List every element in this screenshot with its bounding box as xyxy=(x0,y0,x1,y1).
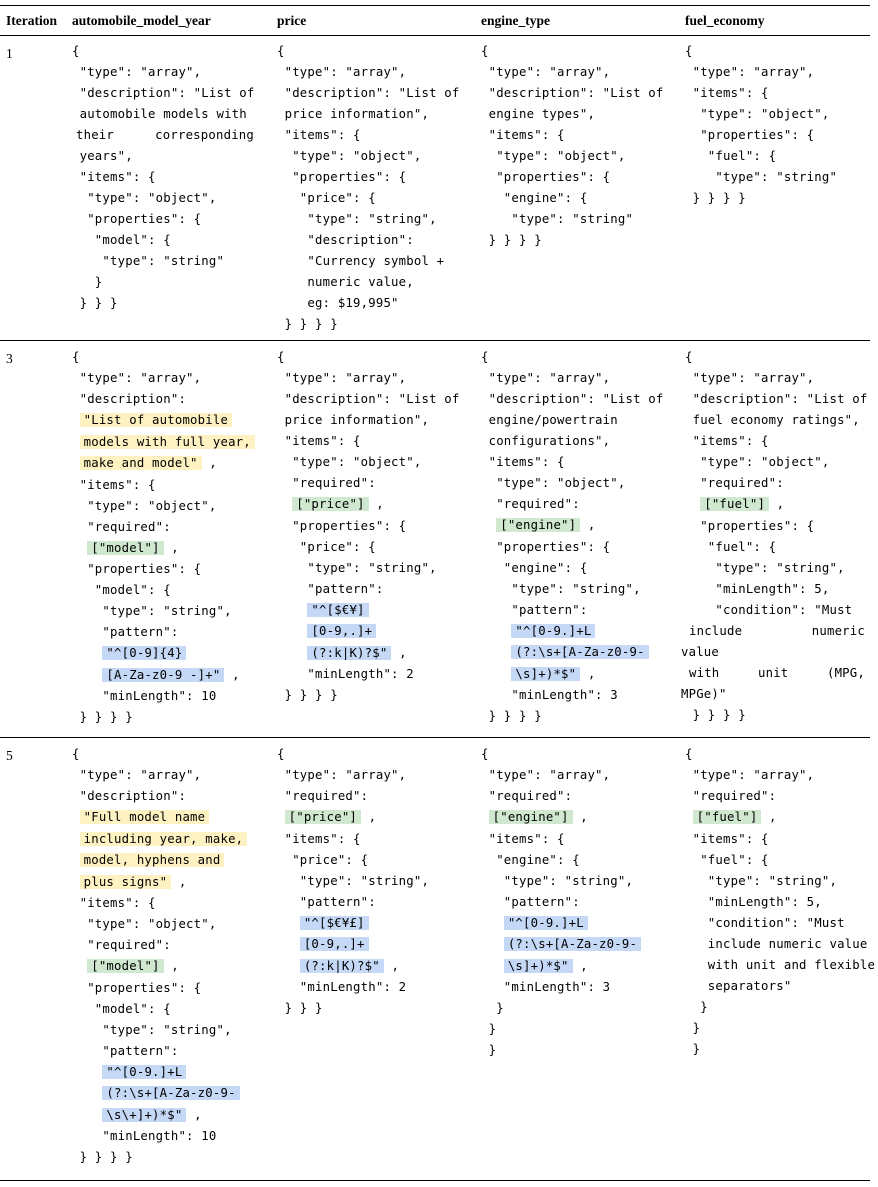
code-line: "required": xyxy=(72,519,171,534)
code-line: ["price"] , xyxy=(277,497,384,512)
code-line: "model": { xyxy=(72,233,171,247)
code-line: "properties": { xyxy=(685,518,815,533)
code-line xyxy=(72,810,209,825)
code-line: "items": { xyxy=(685,831,769,846)
highlight-required: ["fuel"] xyxy=(693,810,762,824)
code-line: (?:k|K)?$" , xyxy=(277,959,399,974)
code-line: ["engine"] , xyxy=(481,518,595,533)
code-line: "pattern": xyxy=(277,581,384,596)
code-line: } } } xyxy=(277,1001,323,1015)
code-line: \s]+)*$" , xyxy=(481,959,588,974)
code-line: "items": { xyxy=(685,434,769,448)
code-word: (MPG, xyxy=(826,665,865,680)
highlight-required: ["model"] xyxy=(87,541,163,555)
code-line: "type": "array", xyxy=(277,65,407,79)
code-line: "type": "string", xyxy=(277,873,430,888)
code-line: with unit and flexible xyxy=(685,957,876,972)
code-line xyxy=(481,624,595,639)
code-line: } xyxy=(481,1043,497,1057)
code-line: "type": "array", xyxy=(685,65,815,79)
code-line: "type": "array", xyxy=(685,768,815,782)
code-line: "Currency symbol + xyxy=(277,254,445,268)
code-line: "properties": { xyxy=(481,539,611,554)
code-line xyxy=(277,916,369,931)
top-rule xyxy=(0,5,870,6)
highlight-pattern: (?:\s+[A-Za-z0-9- xyxy=(102,1086,239,1100)
code-line: price information", xyxy=(277,413,430,427)
code-line: } } } } xyxy=(685,707,746,722)
code-line: "description": "List of xyxy=(685,392,868,406)
code-line: "properties": { xyxy=(685,128,815,142)
code-line: "pattern": xyxy=(481,894,580,909)
code-line: "condition": "Must xyxy=(685,915,845,930)
code-line: { xyxy=(685,350,693,364)
highlight-pattern: "^[$€¥] xyxy=(307,603,368,617)
code-line: "description": "List of xyxy=(72,86,255,100)
highlight-required: ["model"] xyxy=(87,959,163,973)
code-line: "required": xyxy=(481,497,580,511)
code-line: "minLength": 5, xyxy=(685,581,830,596)
code-line: "minLength": 10 xyxy=(72,1129,217,1143)
code-word: with xyxy=(689,665,720,680)
code-line: "items": { xyxy=(481,455,565,469)
code-line: "type": "string" xyxy=(72,254,225,268)
code-line: separators" xyxy=(685,978,792,993)
code-line: { xyxy=(277,747,285,761)
code-line: } } } } xyxy=(481,709,542,723)
code-line: "description": "List of xyxy=(481,86,664,100)
code-line: "pattern": xyxy=(72,625,179,639)
code-line: } xyxy=(72,275,103,289)
code-word: corresponding xyxy=(155,128,254,142)
code-line: "type": "array", xyxy=(277,371,407,385)
code-line: "items": { xyxy=(481,831,565,846)
code-line: "type": "string", xyxy=(72,1022,232,1037)
code-line xyxy=(685,666,865,681)
iteration-number: 3 xyxy=(6,351,13,366)
highlight-description: "Full model name xyxy=(80,810,210,824)
code-line: "type": "array", xyxy=(277,768,407,782)
code-line: "type": "array", xyxy=(685,371,815,385)
code-line: "type": "object", xyxy=(481,476,626,490)
highlight-pattern: "^[0-9]{4} xyxy=(102,646,186,660)
code-line: ["model"] , xyxy=(72,959,179,974)
code-line: "properties": { xyxy=(277,518,407,533)
code-line: ["engine"] , xyxy=(481,810,588,825)
header-automobile-model-year: automobile_model_year xyxy=(72,13,211,28)
code-line xyxy=(72,128,254,143)
code-line: "engine": { xyxy=(481,191,588,205)
code-line: "items": { xyxy=(277,128,361,142)
code-line: ["price"] , xyxy=(277,810,376,825)
code-line: "items": { xyxy=(72,170,156,184)
row-divider-1 xyxy=(0,340,870,341)
code-line: "type": "object", xyxy=(685,107,830,121)
highlight-description: models with full year, xyxy=(80,435,255,449)
highlight-description: "List of automobile xyxy=(80,413,232,427)
code-line: "required": xyxy=(277,476,376,490)
code-line: "engine": { xyxy=(481,852,580,867)
highlight-required: ["fuel"] xyxy=(700,497,769,511)
code-line: "condition": "Must xyxy=(685,602,853,617)
iteration-number: 1 xyxy=(6,46,13,61)
row-divider-2 xyxy=(0,737,870,738)
code-line: ["fuel"] , xyxy=(685,810,777,825)
highlight-required: ["engine"] xyxy=(489,810,573,824)
code-line: "description": xyxy=(72,789,187,803)
code-line: { xyxy=(277,44,285,58)
code-line: "required": xyxy=(685,789,777,803)
header-fuel-economy: fuel_economy xyxy=(685,13,765,28)
code-line: "required": xyxy=(481,789,573,803)
highlight-pattern: "^[0-9.]+L xyxy=(504,916,588,930)
code-line: "type": "string", xyxy=(277,212,437,226)
code-line xyxy=(481,916,588,931)
code-line: { xyxy=(685,747,693,761)
code-line: "type": "object", xyxy=(72,191,217,205)
code-line: engine/powertrain xyxy=(481,413,618,427)
code-line: "minLength": 10 xyxy=(72,689,217,703)
code-line: "items": { xyxy=(72,896,156,910)
header-price: price xyxy=(277,13,307,28)
code-line: "type": "array", xyxy=(481,371,611,385)
code-line: } } } } xyxy=(72,710,133,724)
code-line: "minLength": 5, xyxy=(685,894,822,909)
code-line: } } } } xyxy=(277,317,338,331)
code-line: "type": "object", xyxy=(72,917,217,931)
code-line: "type": "array", xyxy=(72,65,202,79)
code-line: } xyxy=(685,999,708,1014)
code-line: "type": "string" xyxy=(685,170,838,184)
highlight-required: ["price"] xyxy=(292,497,368,511)
code-line: "items": { xyxy=(277,434,361,448)
code-line: "properties": { xyxy=(72,980,202,995)
highlight-pattern: (?:k|K)?$" xyxy=(307,646,391,660)
code-line xyxy=(277,603,369,618)
code-line: "minLength": 3 xyxy=(481,688,618,702)
code-line xyxy=(72,435,255,450)
highlight-pattern: \s]+)*$" xyxy=(504,959,573,973)
header-rule xyxy=(0,35,870,36)
highlight-pattern: "^[$€¥£] xyxy=(300,916,369,930)
code-line: "items": { xyxy=(481,128,565,142)
code-line xyxy=(72,832,247,847)
code-line: "type": "object", xyxy=(277,455,422,469)
code-line xyxy=(72,853,224,868)
code-line: "type": "array", xyxy=(481,768,611,782)
code-line: engine types", xyxy=(481,107,596,121)
code-line: eg: $19,995" xyxy=(277,296,399,310)
highlight-description: model, hyphens and xyxy=(80,853,225,867)
code-line: "price": { xyxy=(277,191,376,205)
code-line: { xyxy=(481,747,489,761)
code-line: "fuel": { xyxy=(685,852,769,867)
code-line xyxy=(72,1065,186,1080)
code-line xyxy=(277,937,369,952)
code-line: "type": "string", xyxy=(685,560,845,575)
code-line: } } } } xyxy=(72,1150,133,1164)
code-line: "description": "List of xyxy=(277,392,460,406)
code-line: "required": xyxy=(72,938,171,952)
code-line: "type": "object", xyxy=(481,149,626,163)
code-line: "fuel": { xyxy=(685,149,777,163)
code-line: "type": "array", xyxy=(72,768,202,782)
highlight-pattern: \s\+]+)*$" xyxy=(102,1108,186,1122)
code-line: "type": "string", xyxy=(481,873,634,888)
highlight-pattern: [A-Za-z0-9 -]+" xyxy=(102,668,224,682)
code-line: "price": { xyxy=(277,539,376,554)
code-line: } xyxy=(481,1001,504,1015)
code-line: } xyxy=(685,1041,701,1056)
code-line: "properties": { xyxy=(72,212,202,226)
code-line: } } } } xyxy=(481,233,542,247)
highlight-description: including year, make, xyxy=(80,832,248,846)
iteration-number: 5 xyxy=(6,748,13,763)
code-line: "properties": { xyxy=(72,562,202,576)
code-word: unit xyxy=(757,665,789,680)
code-line: "type": "object", xyxy=(277,149,422,163)
code-line: price information", xyxy=(277,107,430,121)
code-line: "type": "string", xyxy=(685,873,838,888)
code-line: } } } } xyxy=(277,688,338,702)
code-line: { xyxy=(481,44,489,58)
code-line: "description": xyxy=(277,233,414,247)
code-line: { xyxy=(277,350,285,364)
highlight-description: make and model" xyxy=(80,456,202,470)
code-line xyxy=(72,413,232,428)
header-engine-type: engine_type xyxy=(481,13,550,28)
code-line: numeric value, xyxy=(277,275,414,289)
highlight-pattern: \s]+)*$" xyxy=(511,667,580,681)
highlight-pattern: [0-9,.]+ xyxy=(307,624,376,638)
code-line xyxy=(481,645,649,660)
code-line: { xyxy=(685,44,693,58)
code-line: } xyxy=(685,1020,701,1035)
code-line: "type": "object", xyxy=(685,455,830,469)
code-line: "properties": { xyxy=(481,170,611,184)
code-line: "properties": { xyxy=(277,170,407,184)
code-line: "type": "array", xyxy=(481,65,611,79)
code-line: { xyxy=(72,747,80,761)
code-line: "pattern": xyxy=(72,1043,179,1058)
code-line: automobile models with xyxy=(72,107,247,121)
code-line xyxy=(72,646,186,661)
code-line: { xyxy=(72,350,80,364)
highlight-pattern: "^[0-9.]+L xyxy=(511,624,595,638)
code-line: "type": "string", xyxy=(481,581,641,596)
code-line xyxy=(685,624,865,639)
code-line: "minLength": 3 xyxy=(481,980,611,994)
code-line: "type": "string", xyxy=(72,604,232,618)
code-line: years", xyxy=(72,149,133,163)
code-line: "pattern": xyxy=(481,602,588,617)
highlight-required: ["engine"] xyxy=(496,518,580,532)
highlight-description: plus signs" xyxy=(80,875,172,889)
code-line: configurations", xyxy=(481,434,611,448)
code-line: ["fuel"] , xyxy=(685,497,784,512)
code-line: fuel economy ratings", xyxy=(685,413,860,427)
highlight-pattern: (?:k|K)?$" xyxy=(300,959,384,973)
highlight-pattern: (?:\s+[A-Za-z0-9- xyxy=(511,645,648,659)
code-word: numeric xyxy=(811,623,865,638)
code-line: "required": xyxy=(277,789,369,803)
code-line: "description": "List of xyxy=(481,392,664,406)
code-line: \s\+]+)*$" , xyxy=(72,1108,202,1123)
code-line: } xyxy=(481,1022,497,1036)
code-line: "model": { xyxy=(72,1001,171,1016)
code-line xyxy=(72,1086,240,1101)
code-line: value xyxy=(681,644,720,659)
code-line: "pattern": xyxy=(277,894,376,909)
code-line: } } } xyxy=(72,296,118,310)
code-line: } } } } xyxy=(685,191,746,205)
code-line: "minLength": 2 xyxy=(277,980,407,994)
code-line: { xyxy=(481,350,489,364)
code-line: make and model" , xyxy=(72,456,217,471)
highlight-required: ["price"] xyxy=(285,810,361,824)
code-line: "engine": { xyxy=(481,560,588,575)
code-line: "model": { xyxy=(72,583,171,597)
code-line: "fuel": { xyxy=(685,539,777,554)
code-line: "items": { xyxy=(72,477,156,492)
code-line: "type": "object", xyxy=(72,498,217,513)
code-line: "description": "List of xyxy=(277,86,460,100)
code-line: "type": "array", xyxy=(72,371,202,385)
bottom-rule xyxy=(0,1180,870,1181)
code-line: "description": xyxy=(72,392,187,406)
code-line: \s]+)*$" , xyxy=(481,667,595,682)
code-line: "type": "string", xyxy=(277,560,437,575)
code-line: "type": "string" xyxy=(481,212,634,226)
code-line: { xyxy=(72,44,80,58)
header-iteration: Iteration xyxy=(6,13,57,28)
code-line: "items": { xyxy=(277,831,361,846)
code-line: plus signs" , xyxy=(72,875,186,890)
code-line: ["model"] , xyxy=(72,541,179,556)
code-line: include numeric value xyxy=(685,936,868,951)
highlight-pattern: [0-9,.]+ xyxy=(300,937,369,951)
code-word: include xyxy=(689,623,743,638)
code-line: (?:k|K)?$" , xyxy=(277,646,407,661)
highlight-pattern: (?:\s+[A-Za-z0-9- xyxy=(504,937,641,951)
code-line xyxy=(481,937,641,952)
highlight-pattern: "^[0-9.]+L xyxy=(102,1065,186,1079)
code-line: "required": xyxy=(685,476,784,490)
code-line: MPGe)" xyxy=(681,686,727,701)
code-line: [A-Za-z0-9 -]+" , xyxy=(72,668,240,683)
code-line xyxy=(277,624,376,639)
code-line: "items": { xyxy=(685,86,769,100)
code-word: their xyxy=(76,128,115,142)
code-line: "minLength": 2 xyxy=(277,667,414,681)
code-line: "price": { xyxy=(277,852,369,867)
